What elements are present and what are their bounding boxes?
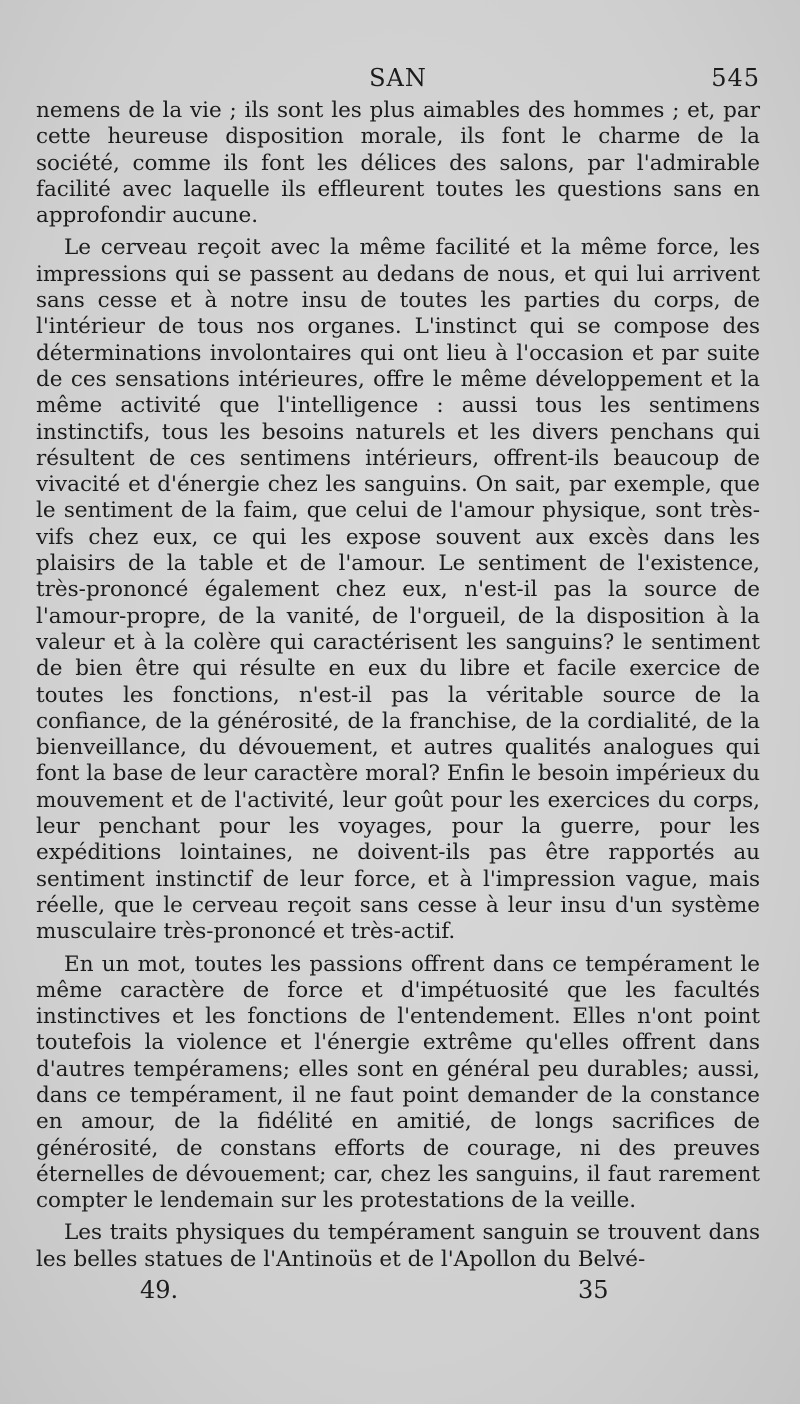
text-body [36,98,760,1279]
paragraph-1: nemens de la vie ; ils sont les plus aimables des hommes ; et, par cette heureuse disposition morale, ils font le charme de la société, comme ils font les délices des salons, par l'admirable facilité avec laquelle ils effleurent toutes les questions sans en approfondir aucune. [36,98,760,229]
signature-mark: 49. [140,1276,179,1304]
page-footer [36,1276,760,1308]
paragraph-2: Le cerveau reçoit avec la même facilité et la même force, les impressions qui se passent au dedans de nous, et qui lui arrivent sans cesse et à notre insu de toutes les parties du corps, de l'intérieur de tous nos organes. L'instinct qui se compose des déterminations involontaires qui ont lieu à l'occasion et par suite de ces sensations intérieures, offre le même développement et la même activité que l'intelligence : aussi tous les sentimens instinctifs, tous les besoins naturels et les divers penchans qui résultent de ces sentimens intérieurs, offrent-ils beaucoup de vivacité et d'énergie chez les sanguins. On sait, par exemple, que le sentiment de la faim, que celui de l'amour physique, sont très-vifs chez eux, ce qui les expose souvent aux excès dans les plaisirs de la table et de l'amour. Le sentiment de l'existence, très-prononcé également chez eux, n'est-il pas la source de l'amour-propre, de la vanité, de l'orgueil, de la disposition à la valeur et à la colère qui caractérisent les sanguins? le sentiment de bien être qui résulte en eux du libre et facile exercice de toutes les fonctions, n'est-il pas la véritable source de la confiance, de la générosité, de la franchise, de la cordialité, de la bienveillance, du dévouement, et autres qualités analogues qui font la base de leur caractère moral? Enfin le besoin impérieux du mouvement et de l'activité, leur goût pour les exercices du corps, leur penchant pour les voyages, pour la guerre, pour les expéditions lointaines, ne doivent-ils pas être rapportés au sentiment instinctif de leur force, et à l'impression vague, mais réelle, que le cerveau reçoit sans cesse à leur insu d'un système musculaire très-prononcé et très-actif. [36,235,760,945]
running-title: SAN [369,64,427,92]
paragraph-4: Les traits physiques du tempérament sanguin se trouvent dans les belles statues de l'Antinoüs et de l'Apollon du Belvé- [36,1220,760,1272]
page-header [36,64,760,98]
page-number: 545 [711,64,760,92]
paragraph-3: En un mot, toutes les passions offrent dans ce tempérament le même caractère de force et d'impétuosité que les facultés instinctives et les fonctions de l'entendement. Elles n'ont point toutefois la violence et l'énergie extrême qu'elles offrent dans d'autres tempéramens; elles sont en général peu durables; aussi, dans ce tempérament, il ne faut point demander de la constance en amour, de la fidélité en amitié, de longs sacrifices de générosité, de constans efforts de courage, ni des preuves éternelles de dévouement; car, chez les sanguins, il faut rarement compter le lendemain sur les protestations de la veille. [36,951,760,1214]
sheet-number: 35 [578,1276,609,1304]
